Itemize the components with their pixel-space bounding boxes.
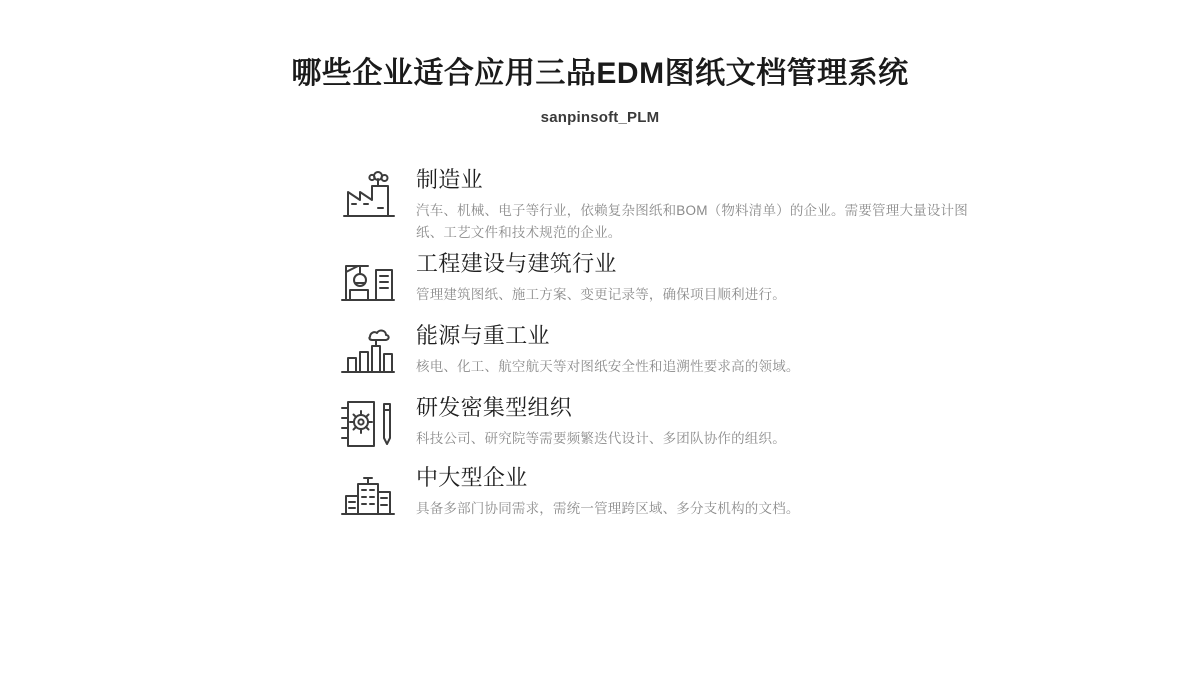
list-item-desc: 科技公司、研究院等需要频繁迭代设计、多团队协作的组织。 [416, 430, 786, 446]
list-item-body [416, 248, 970, 306]
list-item-desc: 汽车、机械、电子等行业，依赖复杂图纸和BOM（物料清单）的企业。需要管理大量设计图纸、工艺文件和技术规范的企业。 [416, 202, 968, 240]
list-item-desc: 具备多部门协同需求，需统一管理跨区域、多分支机构的文档。 [416, 500, 800, 516]
list-item-title: 能源与重工业 [416, 323, 550, 349]
power-plant-icon [320, 322, 416, 384]
list-item-title: 研发密集型组织 [416, 395, 573, 421]
list-item-desc: 核电、化工、航空航天等对图纸安全性和追溯性要求高的领域。 [416, 358, 800, 374]
factory-icon [320, 166, 416, 228]
enterprise-building-icon [320, 464, 416, 526]
list-item-desc: 管理建筑图纸、施工方案、变更记录等，确保项目顺利进行。 [416, 286, 786, 302]
list-item-title: 工程建设与建筑行业 [416, 251, 617, 277]
list-item [320, 392, 970, 456]
list-item-body [416, 462, 970, 520]
page-subtitle: sanpinsoft_PLM [540, 109, 660, 126]
list-item [320, 462, 970, 526]
list-item [320, 164, 970, 244]
list-item-body [416, 164, 970, 244]
slide-header [0, 0, 1200, 126]
list-item [320, 320, 970, 384]
page-title: 哪些企业适合应用三品EDM图纸文档管理系统 [291, 57, 909, 90]
list-item [320, 248, 970, 312]
list-item-body [416, 320, 970, 378]
construction-crane-icon [320, 250, 416, 312]
list-item-body [416, 392, 970, 450]
list-item-title: 中大型企业 [416, 465, 528, 491]
list-item-title: 制造业 [416, 167, 483, 192]
industry-list [0, 164, 1200, 526]
blueprint-gear-pen-icon [320, 394, 416, 456]
